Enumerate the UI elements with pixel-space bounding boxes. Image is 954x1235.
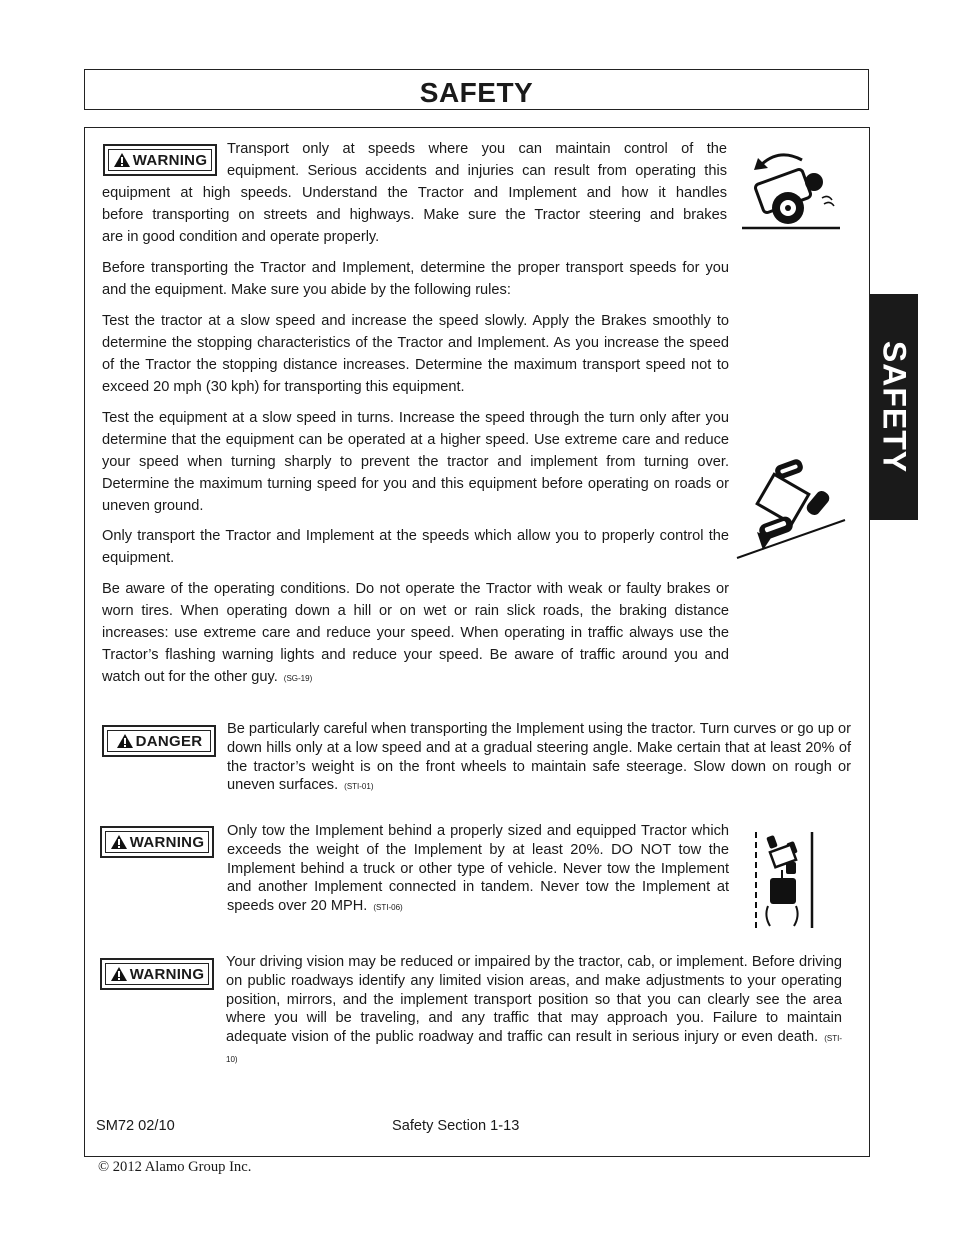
tractor-rollover-illustration — [740, 146, 842, 232]
sec1-line3: equipment at high speeds. Understand the Tractor and Implement and how it handles — [102, 185, 727, 201]
sec1-line2: equipment. Serious accidents and injuries can result from operating this — [227, 163, 727, 179]
sec2-text: Be particularly careful when transporting the Implement using the tractor. Turn curves or go up or down hills only at a low speed and at a gradual steering angle. Make certain that at least 20% of the tractor’s weight is on the front wheels to maintain safe steerage. Slow down on rough or uneven surfaces. (STI-01) — [227, 721, 851, 794]
sec1-para5: Only transport the Tractor and Implement at the speeds which allow you to properly control the equipment. — [102, 528, 729, 566]
tractor-slope-rollover-illustration — [735, 458, 847, 562]
sec1-code: (SG-19) — [283, 673, 313, 683]
warning-sign: WARNING — [103, 144, 217, 176]
sec1-line1: Transport only at speeds where you can maintain control of the — [227, 141, 727, 157]
sec4-code: (STI-10) — [226, 1034, 842, 1064]
sec3-text: Only tow the Implement behind a properly sized and equipped Tractor which exceeds the weight of the Implement by at least 20%. DO NOT tow the Implement behind a truck or other type of vehicle. Never tow the Implement and another Implement connected in tandem. Never tow the Implement at speeds over 20 MPH. (STI-06) — [227, 823, 729, 915]
footer-section: Safety Section 1-13 — [392, 1118, 520, 1134]
side-tab — [869, 294, 918, 520]
sec1-para3: Test the tractor at a slow speed and increase the speed slowly. Apply the Brakes smoothly to determine the stopping characteristics of the Tractor and Implement. As you increase the speed of the Tractor the stopping distance increases. Determine the maximum transport speed not to exceed 20 mph (30 kph) for transporting this equipment. — [102, 313, 729, 395]
page-title: SAFETY — [419, 77, 534, 108]
warning-sign: WARNING — [100, 958, 214, 990]
sec2-code: (STI-01) — [344, 782, 374, 792]
side-tab-label: SAFETY — [876, 340, 912, 474]
footer-model: SM72 02/10 — [96, 1118, 175, 1134]
tractor-towing-illustration — [752, 830, 816, 930]
sec1-line4: before transporting on streets and highways. Make sure the Tractor steering and brakes — [102, 207, 727, 223]
warning-sign: WARNING — [100, 826, 214, 858]
sec1-para6: Be aware of the operating conditions. Do not operate the Tractor with weak or faulty brakes or worn tires. When operating down a hill or on wet or rain slick roads, the braking distance increases: use extreme care and reduce your speed. When operating in traffic always use the Tractor’s flashing warning lights and reduce your speed. Be aware of traffic around you and watch out for the other guy. (SG-19) — [102, 581, 729, 685]
sec4-text: Your driving vision may be reduced or impaired by the tractor, cab, or implement. Before driving on public roadways identify any limited vision areas, and make adjustments to your operating position, mirrors, and the implement transport position so that you can clearly see the area where you will be traveling, and any traffic that may approach you. Failure to maintain adequate vision of the public roadway and traffic can result in serious injury or even death. (STI-10) — [226, 954, 842, 1064]
copyright: © 2012 Alamo Group Inc. — [98, 1159, 252, 1175]
sec1-para4: Test the equipment at a slow speed in turns. Increase the speed through the turn only after you determine that the equipment can be operated at a higher speed. Use extreme care and reduce your speed when turning sharply to prevent the tractor and implement from turning over. Determine the maximum turning speed for you and this equipment before operating on roads or uneven ground. — [102, 410, 729, 514]
danger-sign: DANGER — [102, 725, 216, 757]
sec1-para2: Before transporting the Tractor and Implement, determine the proper transport speeds for you and the equipment. Make sure you abide by the following rules: — [102, 260, 729, 298]
sec3-code: (STI-06) — [373, 903, 403, 913]
page-header — [84, 69, 869, 110]
sec1-line5: are in good condition and operate properly. — [102, 229, 380, 245]
